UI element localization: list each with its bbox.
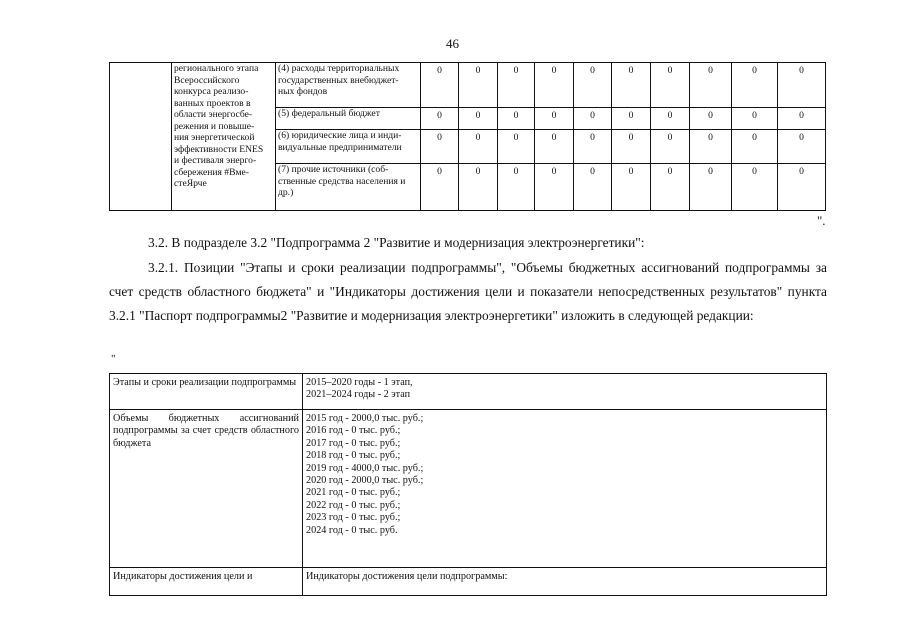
passport-label-cell: Индикаторы достижения цели и: [110, 568, 303, 596]
value-cell: 0: [535, 63, 574, 108]
funding-source-cell: [276, 108, 421, 130]
funding-source-cell: [276, 63, 421, 108]
funding-source-line: (7) прочие источники (соб-: [278, 164, 389, 175]
passport-value-cell: [303, 568, 827, 596]
program-name-line: и фестиваля энерго-: [174, 155, 257, 166]
passport-value-line: Индикаторы достижения цели подпрограммы:: [306, 571, 508, 582]
value-cell: 0: [574, 108, 612, 130]
funding-source-line: (6) юридические лица и инди-: [278, 130, 402, 141]
amendment-paragraph-3-2-1: 3.2.1. Позиции "Этапы и сроки реализации подпрограммы", "Объемы бюджетных ассигнований подпрограммы за счет средств областного бюджета" и "Индикаторы достижения цели и показатели непосредственных результатов" пункта 3.2.1 "Паспорт подпрограммы2 "Развитие и модернизация электроэнергетики" изложить в следующей редакции:: [109, 260, 827, 323]
program-name-line: ния энергетической: [174, 132, 255, 143]
value-cell: 0: [535, 164, 574, 211]
subprogram-passport-table: [109, 373, 827, 596]
passport-value-line: 2021–2024 годы - 2 этап: [306, 389, 411, 401]
passport-value-line: 2023 год - 0 тыс. руб.;: [306, 512, 401, 524]
value-cell: 0: [498, 108, 535, 130]
value-cell: 0: [778, 164, 826, 211]
program-name-line: конкурса реализо-: [174, 86, 249, 97]
program-name-line: Всероссийского: [174, 74, 240, 86]
value-cell: 0: [459, 108, 498, 130]
empty-cell: [110, 63, 172, 211]
passport-value-line: 2024 год - 0 тыс. руб.: [306, 524, 398, 536]
value-cell: 0: [574, 164, 612, 211]
passport-value-line: 2021 год - 0 тыс. руб.;: [306, 487, 401, 499]
funding-source-line: др.): [278, 187, 294, 198]
passport-value-line: 2018 год - 0 тыс. руб.;: [306, 450, 401, 462]
opening-quote: ": [111, 353, 116, 365]
value-cell: 0: [498, 164, 535, 211]
closing-quote: ".: [817, 213, 826, 228]
passport-label-cell: Объемы бюджетных ассигнований подпрограммы за счет средств областного бюджета: [110, 410, 303, 568]
value-cell: 0: [612, 63, 651, 108]
program-name-line: сбережения #Вме-: [174, 166, 250, 178]
value-cell: 0: [690, 164, 732, 211]
value-cell: 0: [574, 63, 612, 108]
program-name-cell: [172, 63, 276, 211]
value-cell: 0: [732, 108, 778, 130]
table-row: [110, 63, 826, 108]
value-cell: 0: [574, 130, 612, 164]
value-cell: 0: [651, 130, 690, 164]
page-number: 46: [446, 36, 459, 51]
passport-value-line: 2019 год - 4000,0 тыс. руб.;: [306, 462, 424, 474]
value-cell: 0: [732, 164, 778, 211]
value-cell: 0: [651, 108, 690, 130]
funding-source-line: (4) расходы территориальных: [278, 63, 400, 74]
funding-sources-table: [109, 62, 826, 211]
value-cell: 0: [535, 108, 574, 130]
passport-value-line: 2016 год - 0 тыс. руб.;: [306, 425, 401, 437]
value-cell: 0: [498, 130, 535, 164]
program-name-line: ванных проектов в: [174, 97, 251, 109]
funding-source-line: ственные средства населения и: [278, 175, 406, 187]
funding-source-cell: [276, 164, 421, 211]
value-cell: 0: [421, 130, 459, 164]
passport-row: [110, 374, 827, 410]
program-name-line: режения и повыше-: [174, 120, 255, 132]
value-cell: 0: [778, 130, 826, 164]
value-cell: 0: [459, 130, 498, 164]
value-cell: 0: [612, 108, 651, 130]
value-cell: 0: [612, 130, 651, 164]
value-cell: 0: [651, 63, 690, 108]
value-cell: 0: [778, 63, 826, 108]
value-cell: 0: [612, 164, 651, 211]
funding-source-line: видуальные предприниматели: [278, 141, 402, 153]
passport-value-cell: [303, 374, 827, 410]
value-cell: 0: [459, 164, 498, 211]
program-name-line: стеЯрче: [174, 178, 207, 189]
value-cell: 0: [690, 130, 732, 164]
passport-value-line: 2020 год - 2000,0 тыс. руб.;: [306, 475, 424, 487]
funding-source-cell: [276, 130, 421, 164]
funding-source-line: (5) федеральный бюджет: [278, 108, 380, 119]
program-name-line: области энергосбе-: [174, 109, 253, 120]
value-cell: 0: [421, 164, 459, 211]
funding-source-line: ных фондов: [278, 86, 328, 97]
passport-value-line: 2022 год - 0 тыс. руб.;: [306, 499, 401, 511]
funding-source-line: государственных внебюджет-: [278, 74, 399, 86]
value-cell: 0: [535, 130, 574, 164]
passport-label-cell: Этапы и сроки реализации подпрограммы: [110, 374, 303, 410]
value-cell: 0: [421, 108, 459, 130]
value-cell: 0: [690, 63, 732, 108]
passport-value-line: 2015 год - 2000,0 тыс. руб.;: [306, 413, 424, 424]
passport-row: [110, 568, 827, 596]
passport-value-line: 2015–2020 годы - 1 этап,: [306, 377, 413, 388]
value-cell: 0: [498, 63, 535, 108]
passport-value-line: 2017 год - 0 тыс. руб.;: [306, 437, 401, 449]
program-name-line: эффективности ENES: [174, 143, 264, 155]
passport-row: [110, 410, 827, 568]
value-cell: 0: [778, 108, 826, 130]
value-cell: 0: [732, 130, 778, 164]
value-cell: 0: [421, 63, 459, 108]
passport-value-cell: [303, 410, 827, 568]
program-name-line: регионального этапа: [174, 63, 259, 74]
value-cell: 0: [732, 63, 778, 108]
value-cell: 0: [459, 63, 498, 108]
value-cell: 0: [690, 108, 732, 130]
value-cell: 0: [651, 164, 690, 211]
amendment-paragraph-3-2: 3.2. В подразделе 3.2 "Подпрограмма 2 "Развитие и модернизация электроэнергетики":: [148, 235, 645, 250]
